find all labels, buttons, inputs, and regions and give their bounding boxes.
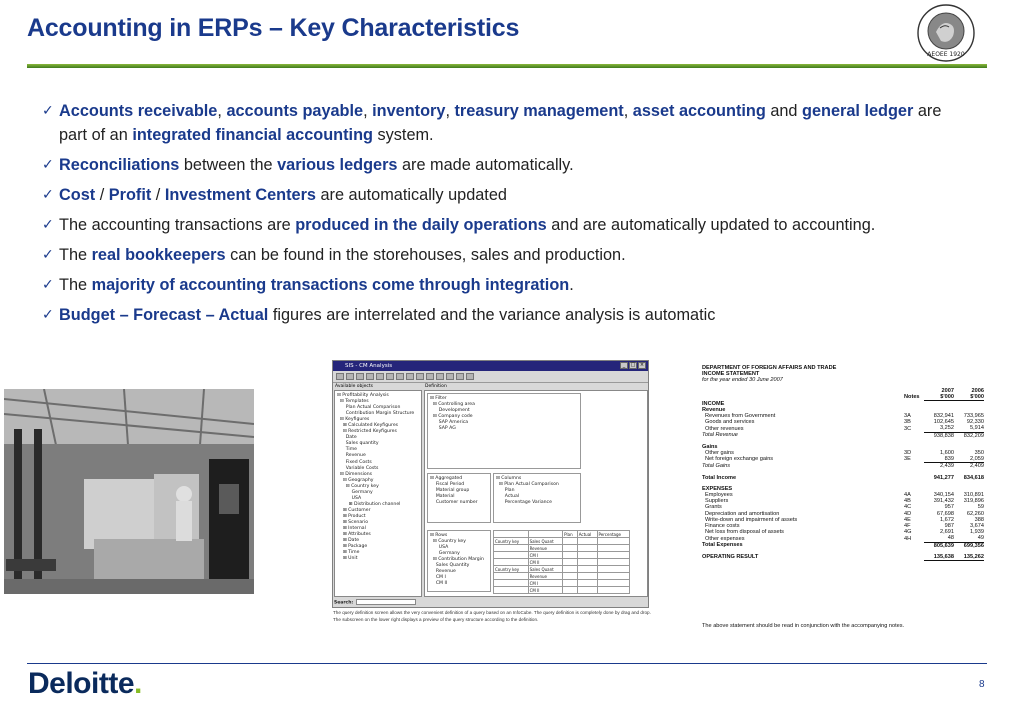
grid-cell	[577, 552, 597, 559]
statement-note: 3C	[904, 425, 912, 432]
footer-rule	[27, 663, 987, 664]
aggregated-node[interactable]: Fiscal Period	[430, 482, 465, 487]
statement-value-2007: 805,639	[933, 542, 954, 549]
bullet-text: ,	[623, 102, 633, 120]
bullet-text: /	[95, 185, 109, 204]
maximize-icon[interactable]: □	[630, 362, 636, 368]
grid-cell	[597, 566, 630, 573]
grid-cell: Sales Quant	[528, 538, 563, 545]
bullet-text: /	[151, 185, 165, 204]
grid-header-cell: Actual	[577, 531, 597, 538]
bullet-item	[42, 184, 972, 208]
grid-header-cell	[528, 531, 563, 538]
grid-cell: Revenue	[528, 573, 563, 580]
toolbar-button[interactable]	[386, 373, 394, 380]
tree-node[interactable]: ⊟ Templates	[337, 399, 369, 405]
bullet-emphasis: general ledger	[802, 102, 914, 120]
tree-node[interactable]: USA	[337, 495, 362, 501]
grid-cell	[597, 580, 630, 587]
bullet-item	[42, 100, 972, 147]
right-pane-header: Definition	[425, 384, 447, 389]
row-node[interactable]: ⊟ Country key	[430, 539, 466, 544]
statement-value-2007: 941,277	[933, 474, 954, 481]
deloitte-logo	[28, 667, 142, 701]
preview-grid	[493, 530, 630, 594]
toolbar-button[interactable]	[466, 373, 474, 380]
window-caption: The query definition screen allows the very convenient definition of a query based on an InfoCube. The query definition is completely done by drag and drop. The subscreen on the lower right displays a preview of the query structure according to the definition.	[333, 610, 651, 622]
bullet-text: system.	[372, 125, 434, 144]
statement-value-2007: 832,941	[933, 412, 954, 419]
left-pane-header: Available objects	[335, 384, 374, 389]
col-2006: 2006	[971, 387, 984, 394]
toolbar-button[interactable]	[336, 373, 344, 380]
filter-node[interactable]: SAP America	[430, 420, 469, 425]
statement-period: for the year ended 30 June 2007	[702, 377, 783, 384]
tree-node[interactable]: ⊞ Customer	[337, 507, 371, 513]
statement-note: 4F	[904, 522, 911, 529]
statement-row	[702, 554, 984, 561]
close-icon[interactable]: ×	[639, 362, 645, 368]
logo-word: Deloitte	[28, 667, 135, 700]
column-node[interactable]: Plan	[496, 488, 515, 493]
tree-node[interactable]: Variable Costs	[337, 465, 379, 471]
grid-cell	[577, 580, 597, 587]
rows-box[interactable]	[427, 530, 491, 592]
statement-value-2007: 957	[944, 504, 954, 511]
tree-node[interactable]: Fixed Costs	[337, 459, 372, 465]
toolbar-button[interactable]	[446, 373, 454, 380]
statement-note: 3A	[904, 412, 911, 419]
tree-node[interactable]: Revenue	[337, 453, 366, 459]
check-icon: ✓	[42, 306, 54, 323]
filter-node[interactable]: ⊟ Filter	[430, 396, 447, 401]
unit-2007: $'000	[924, 394, 954, 401]
statement-value-2006: 2,409	[970, 463, 984, 470]
bullet-emphasis: produced in the daily operations	[295, 215, 547, 234]
object-tree[interactable]	[334, 390, 422, 597]
tree-node[interactable]: Time	[337, 447, 358, 453]
grid-cell	[577, 538, 597, 545]
bullet-emphasis: various ledgers	[277, 155, 398, 174]
toolbar-button[interactable]	[426, 373, 434, 380]
statement-value-2007: 1,600	[940, 449, 954, 456]
tree-node[interactable]: ⊟ Dimensions	[337, 471, 373, 477]
toolbar-button[interactable]	[406, 373, 414, 380]
statement-value-2007: 3,252	[924, 425, 954, 432]
row-node[interactable]: USA	[430, 545, 449, 550]
bullet-emphasis: majority of accounting transactions come through integration	[91, 275, 570, 294]
tree-node[interactable]: Date	[337, 435, 357, 441]
filter-node[interactable]: ⊟ Controlling area	[430, 402, 475, 407]
bullet-emphasis: Accounts receivable	[59, 102, 218, 120]
tree-node[interactable]: ⊟ Profitability Analysis	[337, 393, 389, 398]
bullet-text: ,	[445, 102, 455, 120]
statement-label: Other expenses	[705, 535, 745, 542]
bullet-item	[42, 154, 972, 178]
tree-node[interactable]: ⊞ Scenario	[337, 519, 369, 525]
row-node[interactable]: ⊟ Contribution Margin	[430, 557, 484, 562]
statement-label: Suppliers	[705, 498, 729, 505]
statement-note: 4B	[904, 498, 911, 505]
seal-logo-icon	[916, 2, 976, 64]
statement-label: Total Revenue	[702, 432, 738, 439]
check-icon: ✓	[42, 276, 54, 293]
row-node[interactable]: CM II	[430, 581, 448, 586]
bullet-text: between the	[179, 155, 278, 174]
definition-pane	[424, 390, 648, 597]
statement-value-2006: 350	[974, 449, 984, 456]
statement-department: DEPARTMENT OF FOREIGN AFFAIRS AND TRADE	[702, 365, 837, 371]
grid-cell: Revenue	[528, 545, 563, 552]
toolbar-button[interactable]	[376, 373, 384, 380]
statement-value-2007: 135,638	[924, 554, 954, 561]
statement-value-2006: 388	[974, 516, 984, 523]
aggregated-node[interactable]: Material group	[430, 488, 470, 493]
toolbar-button[interactable]	[416, 373, 424, 380]
tree-node[interactable]: Sales quantity	[337, 441, 379, 447]
bullet-text: The	[59, 245, 92, 264]
grid-cell: CM I	[528, 552, 563, 559]
tree-node[interactable]: ⊞ Distribution channel	[337, 501, 401, 507]
statement-row	[702, 432, 984, 439]
grid-cell	[597, 552, 630, 559]
statement-value-2006: 59	[977, 504, 984, 511]
statement-value-2006: 49	[954, 535, 984, 542]
statement-title: INCOME STATEMENT	[702, 371, 760, 378]
statement-label: Gains	[702, 443, 718, 450]
statement-value-2006: 733,965	[963, 412, 984, 419]
statement-label: INCOME	[702, 400, 725, 407]
statement-label: OPERATING RESULT	[702, 554, 759, 561]
tree-node[interactable]: ⊞ Package	[337, 544, 368, 550]
bullet-emphasis: Cost	[59, 185, 96, 204]
grid-cell	[563, 566, 578, 573]
logo-dot: .	[134, 667, 142, 700]
statement-note: 4D	[904, 510, 912, 517]
bullet-emphasis: Reconciliations	[59, 155, 180, 174]
filter-box[interactable]	[427, 393, 581, 469]
statement-value-2007: 340,154	[933, 491, 954, 498]
bullet-list	[42, 100, 972, 334]
statement-label: Finance costs	[705, 522, 740, 529]
bullet-emphasis: Budget – Forecast – Actual	[59, 305, 269, 324]
window-title: SIS - CM Analysis	[345, 363, 393, 369]
toolbar	[333, 371, 648, 383]
statement-label: Employees	[705, 491, 733, 498]
statement-note: 4H	[904, 535, 912, 542]
columns-box[interactable]	[493, 473, 581, 523]
statement-note	[898, 463, 924, 470]
minimize-icon[interactable]: _	[620, 362, 628, 369]
statement-note: 4A	[904, 491, 911, 498]
warehouse-photo	[4, 389, 254, 594]
statement-value-2007: 938,838	[933, 432, 954, 439]
statement-note: 4E	[904, 516, 911, 523]
grid-cell	[494, 580, 529, 587]
bullet-text: are part of an	[59, 102, 942, 144]
statement-label: Write-down and impairment of assets	[705, 516, 798, 523]
statement-value-2007: 67,698	[936, 510, 954, 517]
statement-note: 3D	[904, 449, 912, 456]
bullet-text: are automatically updated	[315, 185, 507, 204]
statement-note: 4G	[904, 529, 912, 536]
bullet-emphasis: accounts payable	[226, 102, 364, 120]
grid-cell	[563, 559, 578, 566]
tree-node[interactable]: Contribution Margin Structure	[337, 411, 415, 417]
statement-label: Other revenues	[705, 425, 744, 432]
cm-analysis-window	[332, 360, 649, 608]
statement-label: Grants	[705, 504, 722, 511]
tree-node[interactable]: ⊞ Attributes	[337, 532, 371, 538]
statement-value-2006: 699,356	[963, 542, 984, 549]
statement-note: 3B	[904, 419, 911, 426]
toolbar-button[interactable]	[346, 373, 354, 380]
bullet-item	[42, 214, 972, 238]
tree-node[interactable]: ⊟ Geography	[337, 477, 374, 483]
unit-2006: $'000	[954, 394, 984, 401]
statement-note	[898, 432, 924, 439]
filter-node[interactable]: ⊟ Company code	[430, 414, 473, 419]
column-node[interactable]: ⊟ Plan Actual Comparison	[496, 482, 559, 487]
statement-label: Total Expenses	[702, 542, 743, 549]
toolbar-button[interactable]	[366, 373, 374, 380]
grid-cell	[597, 573, 630, 580]
grid-cell: CM II	[528, 587, 563, 594]
statement-value-2006: 1,939	[970, 529, 984, 536]
bullet-text: The accounting transactions are	[59, 215, 296, 234]
grid-cell: Country key	[494, 538, 529, 545]
row-node[interactable]: ⊟ Rows	[430, 533, 448, 538]
statement-row	[702, 463, 984, 470]
statement-label: Other gains	[705, 449, 734, 456]
grid-cell	[563, 587, 578, 594]
grid-cell	[577, 573, 597, 580]
grid-cell	[563, 552, 578, 559]
bullet-emphasis: treasury management	[454, 102, 624, 120]
grid-cell	[597, 587, 630, 594]
search-area	[334, 599, 416, 606]
column-node[interactable]: Actual	[496, 494, 520, 499]
toolbar-button[interactable]	[356, 373, 364, 380]
aggregated-box[interactable]	[427, 473, 491, 523]
column-node[interactable]: ⊟ Columns	[496, 476, 522, 481]
grid-cell: Country key	[494, 566, 529, 573]
search-input[interactable]	[356, 599, 416, 605]
grid-cell	[494, 552, 529, 559]
bullet-emphasis: real bookkeepers	[91, 245, 226, 264]
bullet-item	[42, 274, 972, 298]
tree-node[interactable]: ⊞ Time	[337, 550, 360, 556]
statement-row	[702, 542, 984, 549]
tree-node[interactable]: ⊞ Product	[337, 513, 366, 519]
statement-row	[702, 535, 984, 542]
bullet-item	[42, 244, 972, 268]
grid-cell	[577, 566, 597, 573]
grid-cell	[494, 587, 529, 594]
statement-value-2006: 135,262	[954, 554, 984, 561]
toolbar-button[interactable]	[456, 373, 464, 380]
grid-header-cell: Plan	[563, 531, 578, 538]
filter-node[interactable]: SAP AG	[430, 426, 456, 431]
col-notes: Notes	[904, 394, 920, 401]
aggregated-node[interactable]: ⊟ Aggregated	[430, 476, 463, 481]
grid-cell	[563, 545, 578, 552]
statement-value-2006: 3,674	[970, 522, 984, 529]
statement-value-2007: 2,439	[940, 463, 954, 470]
grid-cell: CM I	[528, 580, 563, 587]
bullet-text: and are automatically updated to accounting.	[546, 215, 876, 234]
statement-value-2006: 2,059	[954, 456, 984, 463]
statement-value-2007: 2,691	[940, 529, 954, 536]
statement-value-2007: 102,645	[933, 419, 954, 426]
slide-title: Accounting in ERPs – Key Characteristics	[27, 14, 520, 42]
bullet-emphasis: inventory	[372, 102, 446, 120]
bullet-text: ,	[363, 102, 373, 120]
col-2007: 2007	[941, 387, 954, 394]
grid-cell	[494, 573, 529, 580]
bullet-emphasis: Investment Centers	[164, 185, 316, 204]
check-icon: ✓	[42, 186, 54, 203]
statement-label: Total Gains	[702, 463, 731, 470]
grid-header-cell	[494, 531, 529, 538]
statement-note	[898, 542, 924, 549]
grid-cell	[563, 580, 578, 587]
tree-node[interactable]: Germany	[337, 489, 373, 495]
statement-label: Net foreign exchange gains	[705, 456, 774, 463]
page-number: 8	[979, 679, 985, 690]
bullet-text: ,	[217, 102, 227, 120]
statement-value-2007: 987	[944, 522, 954, 529]
search-label: Search:	[334, 600, 354, 606]
grid-cell	[494, 545, 529, 552]
statement-label: Revenues from Government	[705, 412, 776, 419]
grid-cell	[597, 559, 630, 566]
title-rule	[27, 64, 987, 68]
check-icon: ✓	[42, 246, 54, 263]
statement-label: Goods and services	[705, 419, 755, 426]
tree-node[interactable]: ⊟ Country key	[337, 483, 379, 489]
bullet-text: can be found in the storehouses, sales and production.	[225, 245, 626, 264]
check-icon: ✓	[42, 103, 54, 119]
row-node[interactable]: Revenue	[430, 569, 456, 574]
statement-row	[702, 425, 984, 432]
bullet-emphasis: integrated financial accounting	[132, 125, 373, 144]
check-icon: ✓	[42, 156, 54, 173]
statement-note: 4C	[904, 504, 912, 511]
grid-cell: CM II	[528, 559, 563, 566]
statement-value-2006: 62,260	[966, 510, 984, 517]
toolbar-button[interactable]	[436, 373, 444, 380]
aggregated-node[interactable]: Customer number	[430, 500, 478, 505]
tree-node[interactable]: ⊟ Restricted Keyfigures	[337, 429, 397, 435]
column-node[interactable]: Percentage Variance	[496, 500, 552, 505]
statement-value-2007: 48	[924, 535, 954, 542]
grid-cell	[597, 545, 630, 552]
bullet-text: .	[569, 275, 574, 294]
statement-label: Total Income	[702, 474, 737, 481]
statement-label: Net loss from disposal of assets	[705, 529, 784, 536]
statement-table	[702, 388, 984, 561]
tree-node[interactable]: ⊞ Internal	[337, 526, 366, 532]
aggregated-node[interactable]: Material	[430, 494, 455, 499]
statement-value-2006: 319,896	[963, 498, 984, 505]
row-node[interactable]: Germany	[430, 551, 460, 556]
statement-label: EXPENSES	[702, 485, 733, 492]
bullet-item	[42, 304, 972, 328]
grid-cell	[563, 573, 578, 580]
check-icon: ✓	[42, 216, 54, 233]
bullet-text: and	[765, 102, 803, 120]
bullet-emphasis: Profit	[108, 185, 152, 204]
grid-cell	[563, 538, 578, 545]
statement-value-2006: 5,914	[954, 425, 984, 432]
statement-value-2006: 310,891	[963, 491, 984, 498]
statement-footnote: The above statement should be read in conjunction with the accompanying notes.	[702, 623, 905, 629]
statement-label: Revenue	[702, 406, 726, 413]
tree-node[interactable]: Plan Actual Comparison	[337, 405, 401, 411]
grid-cell	[494, 559, 529, 566]
statement-row	[702, 456, 984, 463]
grid-header-cell: Percentage	[597, 531, 630, 538]
grid-cell	[577, 545, 597, 552]
grid-cell	[597, 538, 630, 545]
filter-node[interactable]: Development	[430, 408, 470, 413]
grid-cell	[577, 587, 597, 594]
statement-value-2006: 832,209	[963, 432, 984, 439]
tree-node[interactable]: ⊞ Unit	[337, 556, 358, 562]
statement-label: Depreciation and amortisation	[705, 510, 780, 517]
toolbar-button[interactable]	[396, 373, 404, 380]
statement-note	[898, 554, 924, 561]
bullet-text: figures are interrelated and the variance analysis is automatic	[268, 305, 716, 324]
tree-node[interactable]: ⊞ Date	[337, 538, 360, 544]
statement-value-2007: 1,672	[940, 516, 954, 523]
bullet-text: The	[59, 275, 92, 294]
tree-node[interactable]: ⊞ Calculated Keyfigures	[337, 423, 399, 429]
statement-value-2006: 834,618	[963, 474, 984, 481]
income-statement	[702, 365, 984, 561]
row-node[interactable]: Sales Quantity	[430, 563, 470, 568]
statement-note: 3E	[904, 456, 911, 463]
tree-node[interactable]: ⊟ Keyfigures	[337, 417, 370, 423]
bullet-emphasis: asset accounting	[632, 102, 766, 120]
grid-cell	[577, 559, 597, 566]
statement-value-2006: 92,330	[966, 419, 984, 426]
statement-value-2007: 391,432	[933, 498, 954, 505]
bullet-text: are made automatically.	[397, 155, 574, 174]
row-node[interactable]: CM I	[430, 575, 446, 580]
grid-cell: Sales Quant	[528, 566, 563, 573]
svg-text:AEOEE 1920: AEOEE 1920	[927, 51, 965, 58]
statement-value-2007: 839	[924, 456, 954, 463]
